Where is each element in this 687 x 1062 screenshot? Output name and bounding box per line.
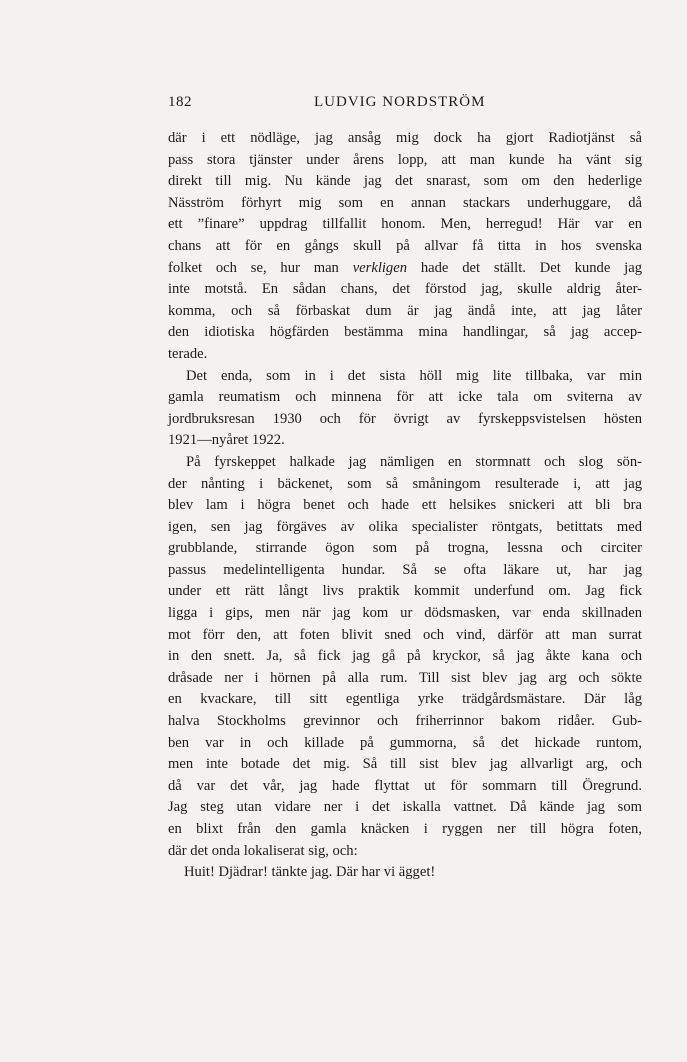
text-line [168,797,642,819]
text-line [168,430,642,452]
text-line [168,474,642,496]
text-line [168,517,642,539]
line-text: då var det vår, jag hade flyttat ut för sommarn till Öregrund. [168,777,642,794]
running-title: LUDVIG NORDSTRÖM [314,94,486,110]
line-text: Det enda, som in i det sista höll mig lite tillbaka, var min [186,367,642,384]
line-text: blev lam i högra benet och hade ett helsikes snickeri att bli bra [168,497,642,514]
line-text: Näsström förhyrt mig som en annan stackars underhuggare, då [168,194,642,211]
line-text: hade det ställt. Det kunde jag [407,259,642,276]
text-line [168,560,642,582]
line-text: en kvackare, till sitt egentliga yrke trädgårdsmästare. Där låg [168,691,642,708]
text-line [168,711,642,733]
page-number: 182 [168,94,192,110]
line-text: mot förr den, att foten blivit sned och vind, därför att man surrat [168,626,642,643]
line-text: in den snett. Ja, så fick jag gå på kryckor, så jag åkte kana och [168,648,642,665]
text-line [168,150,642,172]
text-line [168,689,642,711]
line-text: inte motstå. En sådan chans, det förstod jag, skulle aldrig åter- [168,281,642,298]
text-line [168,776,642,798]
line-text: 1921—nyåret 1922. [168,432,285,449]
text-line [168,214,642,236]
text-line [168,754,642,776]
text-line [168,452,642,474]
line-text: pass stora tjänster under årens lopp, att man kunde ha vänt sig [168,151,642,168]
text-line [168,603,642,625]
line-text: gamla reumatism och minnena för att icke tala om sviterna av [168,389,642,406]
text-line [168,646,642,668]
text-line [168,258,642,280]
line-text: under ett rätt långt livs praktik kommit underfund om. Jag fick [168,583,642,600]
line-text: der nånting i bäckenet, som så småningom resulterade i, att jag [168,475,642,492]
line-text: direkt till mig. Nu kände jag det snarast, som om den hederlige [168,173,642,190]
text-line [168,236,642,258]
text-line [168,581,642,603]
text-line [168,193,642,215]
text-line [168,668,642,690]
body-text [168,128,642,884]
line-text: igen, sen jag förgäves av olika specialister röntgats, betittats med [168,518,642,535]
text-line [168,344,642,366]
line-text: där i ett nödläge, jag ansåg mig dock ha gjort Radiotjänst så [168,130,642,146]
line-text: en blixt från den gamla knäcken i ryggen ner till högra foten, [168,821,642,837]
line-text: Jag steg utan vidare ner i det iskalla vattnet. Då kände jag som [168,799,642,816]
text-line [168,819,642,841]
line-text: ett ”finare” uppdrag tillfallit honom. Men, herregud! Här var en [168,216,642,233]
line-text: den idiotiska högfärden bestämma mina handlingar, så jag accep- [168,324,642,341]
line-text: passus medelintelligenta hundar. Så se ofta läkare ut, har jag [168,561,642,578]
text-line [168,301,642,323]
line-text: folket och se, hur man [168,259,353,276]
line-text: terade. [168,345,208,362]
line-text: På fyrskeppet halkade jag nämligen en stormnatt och slog sön- [186,453,642,470]
line-text: dråsade ner i hörnen på alla rum. Till sist blev jag arg och sökte [168,669,642,686]
line-text: ben var in och killade på gummorna, så det hickade runtom, [168,734,642,751]
line-text: chans att för en gångs skull på allvar få titta in hos svenska [168,237,642,254]
text-line [168,538,642,560]
text-line [168,171,642,193]
text-line [168,409,642,431]
line-text: komma, och så förbaskat dum är jag ändå inte, att jag låter [168,302,642,319]
text-line [168,387,642,409]
text-line [168,841,642,863]
text-line [168,279,642,301]
line-text: jordbruksresan 1930 och för övrigt av fyrskeppsvistelsen hösten [168,410,642,427]
text-line [168,862,642,884]
emphasis-text: verkligen [352,259,407,276]
line-text: ligga i gips, men när jag kom ur dödsmasken, var enda skillnaden [168,605,642,622]
running-head [168,94,640,116]
text-line [168,128,642,150]
text-line [168,625,642,647]
line-text: grubblande, stirrande ögon som på trogna, lessna och circiter [168,540,642,557]
text-line [168,495,642,517]
line-text: där det onda lokaliserat sig, och: [168,842,358,859]
text-line [168,733,642,755]
line-text: halva Stockholms grevinnor och friherrinnor bakom ridåer. Gub- [168,713,642,730]
text-line [168,366,642,388]
text-line [168,322,642,344]
line-text: men inte botade det mig. Så till sist blev jag allvarligt arg, och [168,756,642,773]
line-text: Huit! Djädrar! tänkte jag. Där har vi ägget! [184,864,436,881]
